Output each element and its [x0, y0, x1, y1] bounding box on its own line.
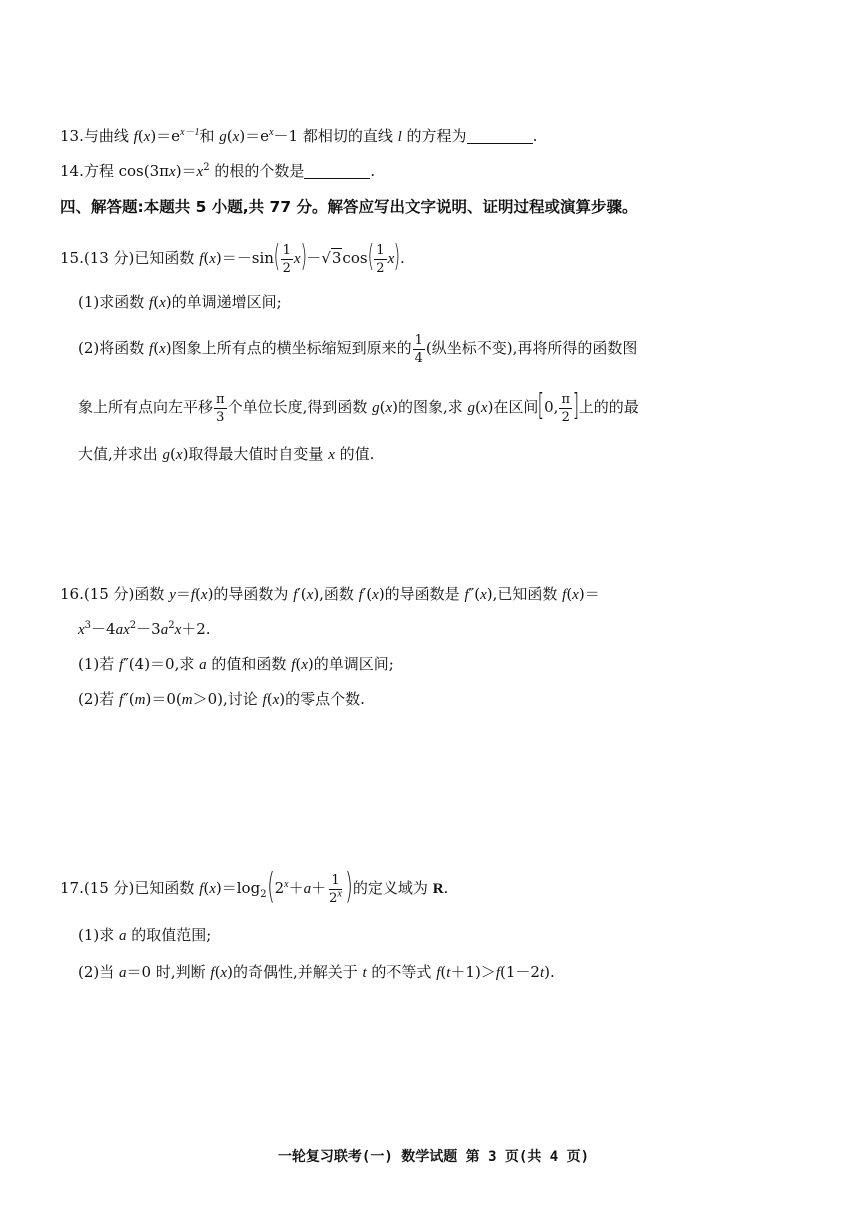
- question-17-line-1: 17.(15 分)已知函数 $f(x)=\log_2(2^x+a+$ $\frac{1}{2^x}$ )的定义域为 R.: [60, 866, 449, 907]
- answer-blank-14[interactable]: [304, 162, 370, 179]
- sqrt-sign: √: [321, 249, 331, 267]
- question-15-part-2-line-1: (2)将函数 f(x)图象上所有点的横坐标缩短到原来的 $\frac{1}{4}$ (纵坐标不变),再将所得的函数图: [78, 332, 638, 366]
- question-16-part-1: (1)若 f″(4)＝0,求 a 的值和函数 f(x)的单调区间;: [78, 655, 394, 673]
- question-17-part-2: (2)当 a＝0 时,判断 f(x)的奇偶性,并解关于 t 的不等式 f(t＋1)＞f(1－2t).: [78, 963, 555, 981]
- answer-blank-13[interactable]: [467, 127, 533, 144]
- question-15-part-2-line-2: 象上所有点向左平移 $\frac{\pi}{3}$ 个单位长度,得到函数 g(x)的图象,求 g(x)在区间[0, $\frac{\pi}{2}$ ]上的的最: [78, 388, 639, 425]
- question-13: 13.与曲线 $f(x)=e^{x-1}$和 $g(x)=e^x-1$ 都相切的直线 l 的方程为 .: [60, 127, 538, 145]
- question-16-line-2: $x^3-4ax^2-3a^2x+2$.: [78, 620, 211, 638]
- fraction-half: $\frac{1}{2}$: [282, 242, 291, 276]
- fraction-one-over-two-x: $\frac{1}{2^x}$: [329, 872, 342, 906]
- question-16-line-1: 16.(15 分)函数 y＝f(x)的导函数为 f′(x),函数 f′(x)的导函数是 f″(x),已知函数 f(x)＝: [60, 585, 600, 603]
- question-15: 15.(13 分)已知函数 f(x)＝－sin( $\frac{1}{2}$ x)－√3cos( $\frac{1}{2}$ x).: [60, 239, 405, 276]
- fraction-pi-third: $\frac{\pi}{3}$: [216, 391, 225, 425]
- question-15-part-2-line-3: 大值,并求出 g(x)取得最大值时自变量 x 的值.: [78, 445, 375, 463]
- fraction-half: $\frac{1}{2}$: [376, 242, 385, 276]
- section-heading: 四、解答题:本题共 5 小题,共 77 分。解答应写出文字说明、证明过程或演算步骤。: [60, 198, 638, 216]
- question-16-part-2: (2)若 f″(m)＝0(m＞0),讨论 f(x)的零点个数.: [78, 690, 365, 708]
- question-14: 14.方程 $\cos(3\pi x)=x^2$ 的根的个数是 .: [60, 162, 376, 180]
- fraction-quarter: $\frac{1}{4}$: [414, 332, 423, 366]
- fraction-pi-half: $\frac{\pi}{2}$: [561, 391, 570, 425]
- question-17-part-1: (1)求 a 的取值范围;: [78, 926, 212, 944]
- question-15-part-1: (1)求函数 f(x)的单调递增区间;: [78, 293, 282, 311]
- page-footer: 一轮复习联考(一) 数学试题 第 3 页(共 4 页): [277, 1149, 590, 1165]
